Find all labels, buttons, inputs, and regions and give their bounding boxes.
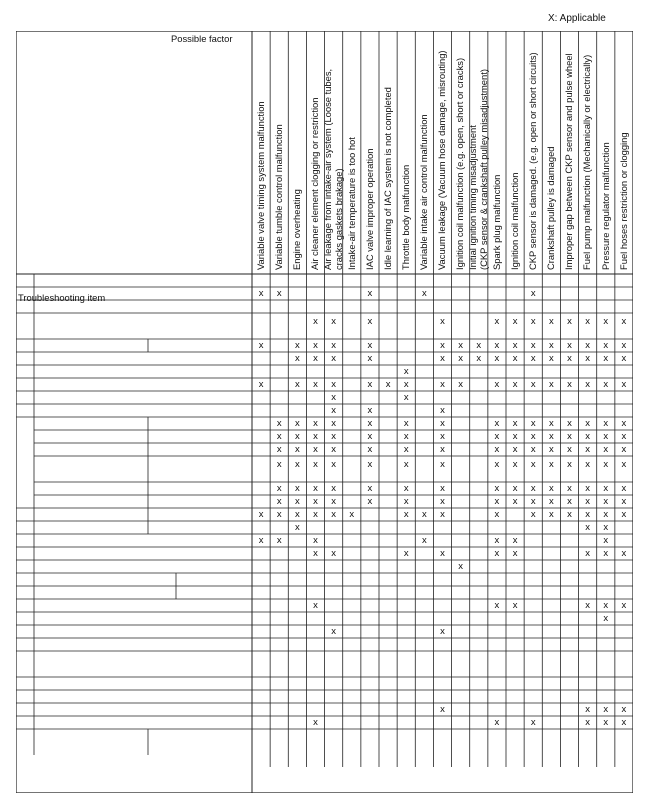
applicable-mark: x xyxy=(512,459,518,470)
applicable-mark: x xyxy=(258,288,264,299)
applicable-mark: x xyxy=(313,316,318,327)
applicable-mark: x xyxy=(621,340,627,351)
applicable-mark: x xyxy=(313,444,318,455)
factor-label: Variable intake air control malfunction xyxy=(418,114,430,270)
applicable-mark: x xyxy=(276,483,282,494)
applicable-mark: x xyxy=(548,379,554,390)
applicable-mark: x xyxy=(530,316,536,327)
applicable-mark: x xyxy=(603,353,609,364)
applicable-mark: x xyxy=(294,522,300,533)
applicable-mark: x xyxy=(603,418,609,429)
applicable-mark: x xyxy=(440,418,445,429)
applicable-mark: x xyxy=(367,340,373,351)
applicable-mark: x xyxy=(458,353,464,364)
applicable-mark: x xyxy=(294,353,300,364)
factor-label: Vacuum leakage (Vacuum hose damage, misrouting) xyxy=(436,50,448,270)
applicable-mark: x xyxy=(603,459,609,470)
factor-label: Ignition coil malfunction xyxy=(508,172,520,270)
applicable-mark: x xyxy=(585,459,591,470)
applicable-mark: x xyxy=(494,535,500,546)
applicable-mark: x xyxy=(603,600,609,611)
applicable-mark: x xyxy=(530,418,536,429)
applicable-mark: x xyxy=(585,600,591,611)
applicable-mark: x xyxy=(458,379,464,390)
factor-label: Fuel pump malfunction (Mechanically or electrically) xyxy=(581,54,593,270)
applicable-mark: x xyxy=(621,717,627,728)
applicable-mark: x xyxy=(494,418,500,429)
applicable-mark: x xyxy=(313,379,318,390)
applicable-mark: x xyxy=(476,353,482,364)
factor-label: Throttle body malfunction xyxy=(399,164,411,270)
applicable-mark: x xyxy=(276,444,282,455)
applicable-mark: x xyxy=(621,483,627,494)
applicable-mark: x xyxy=(567,509,572,520)
applicable-mark: x xyxy=(276,418,282,429)
applicable-mark: x xyxy=(530,431,536,442)
applicable-mark: x xyxy=(512,444,518,455)
applicable-mark: x xyxy=(367,459,373,470)
applicable-mark: x xyxy=(494,459,500,470)
applicable-mark: x xyxy=(548,509,554,520)
factor-label: Initial ignition timing misadjustment (CKP sensor & crankshaft pulley misadjustment) xyxy=(467,69,489,270)
applicable-mark: x xyxy=(567,316,572,327)
applicable-mark: x xyxy=(331,509,337,520)
applicable-mark: x xyxy=(530,379,536,390)
applicable-mark: x xyxy=(313,717,318,728)
applicable-mark: x xyxy=(494,483,500,494)
troubleshooting-item-header: Troubleshooting item xyxy=(18,292,106,303)
applicable-mark: x xyxy=(331,353,337,364)
applicable-mark: x xyxy=(512,535,518,546)
applicable-mark: x xyxy=(440,316,445,327)
applicable-mark: x xyxy=(458,340,464,351)
applicable-mark: x xyxy=(403,496,409,507)
applicable-mark: x xyxy=(603,522,609,533)
applicable-mark: x xyxy=(403,459,409,470)
applicable-mark: x xyxy=(585,340,591,351)
applicable-mark: x xyxy=(440,626,445,637)
applicable-mark: x xyxy=(367,405,373,416)
applicable-mark: x xyxy=(294,496,300,507)
applicable-mark: x xyxy=(367,316,373,327)
applicable-mark: x xyxy=(567,459,572,470)
applicable-mark: x xyxy=(440,704,445,715)
applicable-mark: x xyxy=(621,509,627,520)
applicable-mark: x xyxy=(512,418,518,429)
applicable-mark: x xyxy=(512,316,518,327)
applicable-mark: x xyxy=(567,340,572,351)
applicable-mark: x xyxy=(567,483,572,494)
factor-label: Intake-air temperature is too hot xyxy=(345,137,357,270)
applicable-mark: x xyxy=(530,353,536,364)
applicable-mark: x xyxy=(603,444,609,455)
applicable-mark: x xyxy=(603,704,609,715)
applicable-mark: x xyxy=(585,522,591,533)
factor-label: Ignition coil malfunction (e.g. open, short or cracks) xyxy=(454,57,466,270)
applicable-mark: x xyxy=(331,431,337,442)
applicable-mark: x xyxy=(512,496,518,507)
applicable-mark: x xyxy=(313,535,318,546)
applicable-mark: x xyxy=(403,548,409,559)
applicable-mark: x xyxy=(313,459,318,470)
applicable-mark: x xyxy=(548,340,554,351)
applicable-mark: x xyxy=(585,509,591,520)
applicable-mark: x xyxy=(585,717,591,728)
applicable-mark: x xyxy=(294,431,300,442)
applicable-mark: x xyxy=(621,600,627,611)
applicable-mark: x xyxy=(331,340,337,351)
applicable-mark: x xyxy=(585,316,591,327)
applicable-legend: X: Applicable xyxy=(548,13,606,24)
factor-label: Spark plug malfunction xyxy=(490,174,502,270)
applicable-mark: x xyxy=(276,459,282,470)
applicable-mark: x xyxy=(621,459,627,470)
applicable-mark: x xyxy=(621,418,627,429)
applicable-mark: x xyxy=(331,444,337,455)
applicable-mark: x xyxy=(585,483,591,494)
factor-label: Air cleaner element clogging or restriction xyxy=(309,97,321,270)
applicable-mark: x xyxy=(258,535,264,546)
applicable-mark: x xyxy=(585,353,591,364)
possible-factor-header: Possible factor xyxy=(171,33,233,44)
factor-label: Idle learning of IAC system is not completed xyxy=(381,87,393,270)
applicable-mark: x xyxy=(585,496,591,507)
applicable-mark: x xyxy=(494,496,500,507)
applicable-mark: x xyxy=(367,353,373,364)
applicable-mark: x xyxy=(331,418,337,429)
applicable-mark: x xyxy=(494,340,500,351)
applicable-mark: x xyxy=(512,340,518,351)
applicable-mark: x xyxy=(603,483,609,494)
applicable-mark: x xyxy=(603,717,609,728)
applicable-mark: x xyxy=(331,548,337,559)
applicable-mark: x xyxy=(367,444,373,455)
applicable-mark: x xyxy=(621,431,627,442)
applicable-mark: x xyxy=(603,613,609,624)
applicable-mark: x xyxy=(567,496,572,507)
applicable-mark: x xyxy=(548,353,554,364)
applicable-mark: x xyxy=(403,366,409,377)
applicable-mark: x xyxy=(512,548,518,559)
applicable-mark: x xyxy=(548,418,554,429)
applicable-mark: x xyxy=(331,483,337,494)
applicable-mark: x xyxy=(567,418,572,429)
applicable-mark: x xyxy=(294,444,300,455)
applicable-mark: x xyxy=(440,340,445,351)
applicable-mark: x xyxy=(276,496,282,507)
factor-label: Crankshaft pulley is damaged xyxy=(545,146,557,270)
applicable-mark: x xyxy=(440,548,445,559)
applicable-mark: x xyxy=(621,316,627,327)
applicable-mark: x xyxy=(313,353,318,364)
applicable-mark: x xyxy=(313,509,318,520)
applicable-mark: x xyxy=(313,496,318,507)
applicable-mark: x xyxy=(603,431,609,442)
applicable-mark: x xyxy=(530,496,536,507)
applicable-mark: x xyxy=(367,483,373,494)
factor-label: Pressure regulator malfunction xyxy=(599,142,611,270)
applicable-mark: x xyxy=(548,483,554,494)
applicable-mark: x xyxy=(367,431,373,442)
applicable-mark: x xyxy=(567,353,572,364)
applicable-mark: x xyxy=(403,392,409,403)
applicable-mark: x xyxy=(367,496,373,507)
applicable-mark: x xyxy=(440,496,445,507)
applicable-mark: x xyxy=(403,483,409,494)
applicable-mark: x xyxy=(603,535,609,546)
applicable-mark: x xyxy=(331,496,337,507)
applicable-mark: x xyxy=(621,704,627,715)
applicable-mark: x xyxy=(585,704,591,715)
applicable-mark: x xyxy=(603,340,609,351)
applicable-mark: x xyxy=(512,353,518,364)
applicable-mark: x xyxy=(621,444,627,455)
applicable-mark: x xyxy=(294,418,300,429)
applicable-mark: x xyxy=(294,509,300,520)
applicable-mark: x xyxy=(585,379,591,390)
applicable-mark: x xyxy=(603,509,609,520)
factor-label: Variable valve timing system malfunction xyxy=(254,101,266,270)
applicable-mark: x xyxy=(494,316,500,327)
applicable-mark: x xyxy=(603,548,609,559)
applicable-mark: x xyxy=(548,496,554,507)
factor-label: IAC valve improper operation xyxy=(363,148,375,270)
applicable-mark: x xyxy=(530,340,536,351)
applicable-mark: x xyxy=(476,340,482,351)
applicable-mark: x xyxy=(494,600,500,611)
applicable-mark: x xyxy=(403,509,409,520)
applicable-mark: x xyxy=(313,548,318,559)
factor-label: Air leakage from intake-air system (Loose tubes, cracks gaskets brakage) xyxy=(322,68,344,270)
applicable-mark: x xyxy=(331,626,337,637)
applicable-mark: x xyxy=(494,379,500,390)
applicable-mark: x xyxy=(548,444,554,455)
applicable-mark: x xyxy=(621,379,627,390)
applicable-mark: x xyxy=(276,535,282,546)
applicable-mark: x xyxy=(585,431,591,442)
applicable-mark: x xyxy=(530,483,536,494)
applicable-mark: x xyxy=(313,340,318,351)
applicable-mark: x xyxy=(331,392,337,403)
applicable-mark: x xyxy=(603,496,609,507)
applicable-mark: x xyxy=(512,600,518,611)
applicable-mark: x xyxy=(585,548,591,559)
applicable-mark: x xyxy=(567,431,572,442)
applicable-mark: x xyxy=(548,316,554,327)
applicable-mark: x xyxy=(331,405,337,416)
applicable-mark: x xyxy=(567,444,572,455)
applicable-mark: x xyxy=(494,431,500,442)
factor-label: Fuel hoses restriction or clogging xyxy=(617,132,629,270)
applicable-mark: x xyxy=(621,548,627,559)
applicable-mark: x xyxy=(403,431,409,442)
applicable-mark: x xyxy=(440,431,445,442)
applicable-mark: x xyxy=(494,717,500,728)
applicable-mark: x xyxy=(313,483,318,494)
applicable-mark: x xyxy=(548,431,554,442)
applicable-mark: x xyxy=(403,418,409,429)
applicable-mark: x xyxy=(331,316,337,327)
applicable-mark: x xyxy=(440,444,445,455)
applicable-mark: x xyxy=(403,444,409,455)
applicable-mark: x xyxy=(494,444,500,455)
applicable-mark: x xyxy=(294,379,300,390)
applicable-mark: x xyxy=(294,459,300,470)
applicable-mark: x xyxy=(585,444,591,455)
applicable-mark: x xyxy=(530,444,536,455)
applicable-mark: x xyxy=(403,379,409,390)
applicable-mark: x xyxy=(603,316,609,327)
applicable-mark: x xyxy=(421,288,427,299)
applicable-mark: x xyxy=(276,431,282,442)
applicable-mark: x xyxy=(440,509,445,520)
applicable-mark: x xyxy=(276,509,282,520)
applicable-mark: x xyxy=(440,405,445,416)
applicable-mark: x xyxy=(294,340,300,351)
applicable-mark: x xyxy=(458,561,464,572)
applicable-mark: x xyxy=(440,353,445,364)
applicable-mark: x xyxy=(313,431,318,442)
applicable-mark: x xyxy=(567,379,572,390)
applicable-mark: x xyxy=(276,288,282,299)
applicable-mark: x xyxy=(421,509,427,520)
applicable-mark: x xyxy=(331,459,337,470)
applicable-mark: x xyxy=(530,717,536,728)
applicable-mark: x xyxy=(313,600,318,611)
applicable-mark: x xyxy=(367,379,373,390)
applicable-mark: x xyxy=(385,379,391,390)
troubleshooting-table xyxy=(16,31,633,793)
applicable-mark: x xyxy=(331,379,337,390)
factor-label: Engine overheating xyxy=(291,189,303,270)
applicable-mark: x xyxy=(530,288,536,299)
applicable-mark: x xyxy=(494,548,500,559)
factor-label: Variable tumble control malfunction xyxy=(272,124,284,270)
applicable-mark: x xyxy=(512,431,518,442)
applicable-mark: x xyxy=(258,379,264,390)
applicable-mark: x xyxy=(421,535,427,546)
applicable-mark: x xyxy=(548,459,554,470)
factor-label: CKP sensor is damaged. (e.g. open or short circuits) xyxy=(526,52,538,270)
applicable-mark: x xyxy=(367,288,373,299)
applicable-mark: x xyxy=(440,483,445,494)
applicable-mark: x xyxy=(349,509,355,520)
applicable-mark: x xyxy=(440,379,445,390)
applicable-mark: x xyxy=(621,496,627,507)
applicable-mark: x xyxy=(621,353,627,364)
applicable-mark: x xyxy=(294,483,300,494)
applicable-mark: x xyxy=(313,418,318,429)
applicable-mark: x xyxy=(440,459,445,470)
applicable-mark: x xyxy=(530,459,536,470)
applicable-mark: x xyxy=(585,418,591,429)
applicable-mark: x xyxy=(512,483,518,494)
applicable-mark: x xyxy=(367,418,373,429)
applicable-mark: x xyxy=(512,379,518,390)
applicable-mark: x xyxy=(530,509,536,520)
applicable-mark: x xyxy=(258,509,264,520)
applicable-mark: x xyxy=(494,353,500,364)
applicable-mark: x xyxy=(494,509,500,520)
applicable-mark: x xyxy=(603,379,609,390)
applicable-mark: x xyxy=(258,340,264,351)
factor-label: Improper gap between CKP sensor and pulse wheel xyxy=(563,53,575,270)
